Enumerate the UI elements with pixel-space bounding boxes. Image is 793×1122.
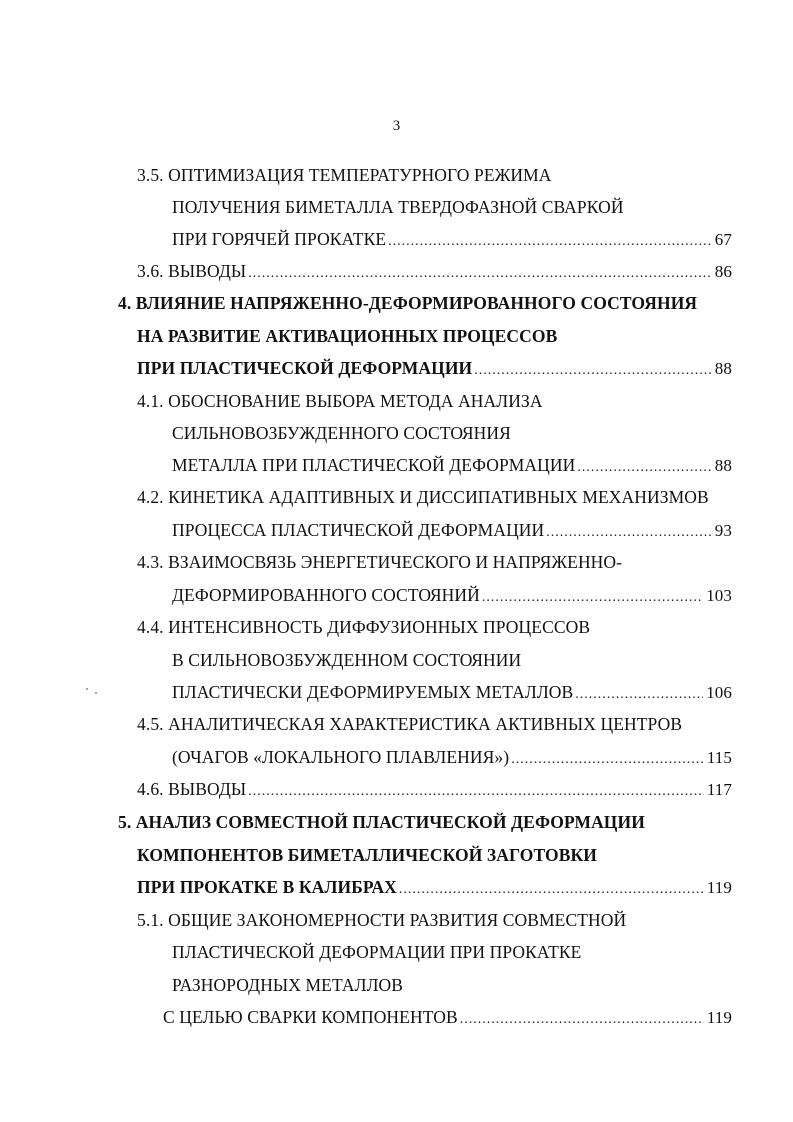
- dot-leader: [511, 745, 704, 775]
- toc-entry-text: 3.6. ВЫВОДЫ: [137, 261, 247, 281]
- dot-leader: [460, 1005, 704, 1035]
- toc-entry-text: 4.6. ВЫВОДЫ: [137, 779, 247, 799]
- toc-entry-4-4-line-1: 4.4. ИНТЕНСИВНОСТЬ ДИФФУЗИОННЫХ ПРОЦЕССОВ: [137, 617, 591, 637]
- toc-entry-3-6: [137, 256, 732, 286]
- toc-entry-text: С ЦЕЛЬЮ СВАРКИ КОМПОНЕНТОВ: [163, 1007, 458, 1027]
- toc-entry-text: ПРИ ПРОКАТКЕ В КАЛИБРАХ: [137, 877, 397, 897]
- toc-entry-4-5-line-2: [172, 742, 732, 772]
- toc-entry-page: 103: [706, 586, 732, 605]
- toc-chapter-4-line-2: НА РАЗВИТИЕ АКТИВАЦИОННЫХ ПРОЦЕССОВ: [137, 326, 558, 346]
- toc-entry-4-3-line-2: [172, 580, 732, 610]
- dot-leader: [577, 453, 711, 483]
- toc-entry-4-2-line-1: 4.2. КИНЕТИКА АДАПТИВНЫХ И ДИССИПАТИВНЫХ МЕХАНИЗМОВ: [137, 487, 709, 507]
- toc-chapter-4-line-1: 4. ВЛИЯНИЕ НАПРЯЖЕННО-ДЕФОРМИРОВАННОГО СОСТОЯНИЯ: [118, 293, 698, 313]
- toc-entry-5-1-line-4: [163, 1002, 732, 1032]
- toc-entry-page: 93: [714, 521, 732, 540]
- dot-leader: [482, 583, 703, 613]
- toc-entry-4-3-line-1: 4.3. ВЗАИМОСВЯЗЬ ЭНЕРГЕТИЧЕСКОГО И НАПРЯЖЕННО-: [137, 552, 623, 572]
- toc-entry-page: 119: [706, 878, 732, 897]
- toc-entry-4-1-line-3: [172, 450, 732, 480]
- dot-leader: [546, 518, 712, 548]
- toc-entry-5-1-line-3: РАЗНОРОДНЫХ МЕТАЛЛОВ: [172, 975, 404, 995]
- toc-entry-3-5-line-2: ПОЛУЧЕНИЯ БИМЕТАЛЛА ТВЕРДОФАЗНОЙ СВАРКОЙ: [172, 197, 624, 217]
- toc-entry-5-1-line-1: 5.1. ОБЩИЕ ЗАКОНОМЕРНОСТИ РАЗВИТИЯ СОВМЕСТНОЙ: [137, 910, 627, 930]
- dot-leader: [248, 777, 704, 807]
- toc-entry-text: МЕТАЛЛА ПРИ ПЛАСТИЧЕСКОЙ ДЕФОРМАЦИИ: [172, 455, 576, 475]
- toc-entry-text: ДЕФОРМИРОВАННОГО СОСТОЯНИЙ: [172, 585, 480, 605]
- toc-chapter-4-line-3: [137, 353, 732, 383]
- toc-entry-page: 86: [714, 262, 732, 281]
- dot-leader: [474, 356, 712, 386]
- dot-leader: [399, 875, 704, 905]
- toc-entry-page: 88: [714, 456, 732, 475]
- toc-entry-4-4-line-2: В СИЛЬНОВОЗБУЖДЕННОМ СОСТОЯНИИ: [172, 650, 522, 670]
- toc-entry-4-5-line-1: 4.5. АНАЛИТИЧЕСКАЯ ХАРАКТЕРИСТИКА АКТИВНЫХ ЦЕНТРОВ: [137, 714, 683, 734]
- toc-entry-page: 88: [714, 359, 732, 378]
- dot-leader: [248, 259, 712, 289]
- toc-entry-text: ПРИ ПЛАСТИЧЕСКОЙ ДЕФОРМАЦИИ: [137, 358, 473, 378]
- toc-entry-4-6: [137, 774, 732, 804]
- toc-entry-3-5-line-3: [172, 224, 732, 254]
- toc-entry-page: 115: [706, 748, 732, 767]
- toc-entry-3-5-line-1: 3.5. ОПТИМИЗАЦИЯ ТЕМПЕРАТУРНОГО РЕЖИМА: [137, 165, 552, 185]
- toc-chapter-5-line-1: 5. АНАЛИЗ СОВМЕСТНОЙ ПЛАСТИЧЕСКОЙ ДЕФОРМАЦИИ: [118, 812, 645, 832]
- toc-entry-text: ПРОЦЕССА ПЛАСТИЧЕСКОЙ ДЕФОРМАЦИИ: [172, 520, 545, 540]
- toc-chapter-5-line-2: КОМПОНЕНТОВ БИМЕТАЛЛИЧЕСКОЙ ЗАГОТОВКИ: [137, 845, 598, 865]
- toc-chapter-5-line-3: [137, 872, 732, 902]
- toc-entry-page: 106: [706, 683, 732, 702]
- toc-entry-4-4-line-3: [172, 677, 732, 707]
- toc-entry-5-1-line-2: ПЛАСТИЧЕСКОЙ ДЕФОРМАЦИИ ПРИ ПРОКАТКЕ: [172, 942, 582, 962]
- toc-entry-page: 119: [706, 1008, 732, 1027]
- toc-entry-text: ПРИ ГОРЯЧЕЙ ПРОКАТКЕ: [172, 229, 387, 249]
- toc-entry-text: ПЛАСТИЧЕСКИ ДЕФОРМИРУЕМЫХ МЕТАЛЛОВ: [172, 682, 574, 702]
- toc-entry-4-1-line-2: СИЛЬНОВОЗБУЖДЕННОГО СОСТОЯНИЯ: [172, 423, 511, 443]
- toc-entry-4-1-line-1: 4.1. ОБОСНОВАНИЕ ВЫБОРА МЕТОДА АНАЛИЗА: [137, 391, 543, 411]
- scan-speck: [95, 692, 97, 694]
- dot-leader: [575, 680, 703, 710]
- scan-speck: [86, 688, 88, 690]
- toc-entry-text: (ОЧАГОВ «ЛОКАЛЬНОГО ПЛАВЛЕНИЯ»): [172, 747, 510, 767]
- toc-entry-page: 117: [706, 780, 732, 799]
- toc-entry-page: 67: [714, 230, 732, 249]
- toc-entry-4-2-line-2: [172, 515, 732, 545]
- page-number: 3: [392, 118, 401, 134]
- dot-leader: [388, 227, 712, 257]
